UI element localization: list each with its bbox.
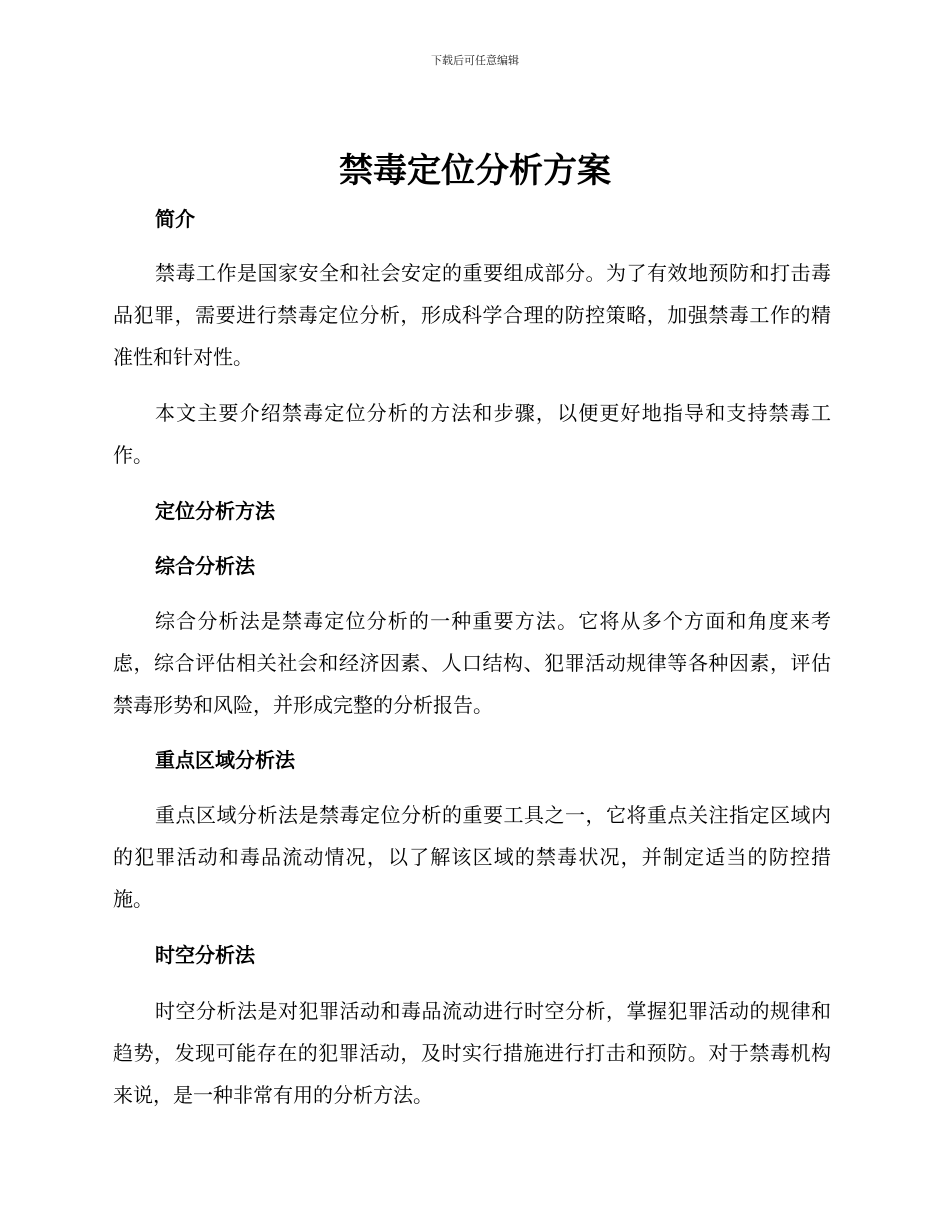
paragraph-spatiotemporal: 时空分析法是对犯罪活动和毒品流动进行时空分析，掌握犯罪活动的规律和趋势，发现可能存在的犯罪活动，及时实行措施进行打击和预防。对于禁毒机构来说，是一种非常有用的分析方法。 [113, 999, 831, 1107]
subsection-heading-spatiotemporal: 时空分析法 [155, 943, 255, 967]
header-note: 下载后可任意编辑 [431, 54, 519, 67]
section-heading-methods: 定位分析方法 [155, 499, 275, 523]
subsection-heading-key-area: 重点区域分析法 [155, 748, 295, 772]
paragraph-comprehensive: 综合分析法是禁毒定位分析的一种重要方法。它将从多个方面和角度来考虑，综合评估相关社会和经济因素、人口结构、犯罪活动规律等各种因素，评估禁毒形势和风险，并形成完整的分析报告。 [113, 609, 831, 717]
paragraph-intro-2: 本文主要介绍禁毒定位分析的方法和步骤，以便更好地指导和支持禁毒工作。 [113, 401, 831, 467]
section-heading-intro: 简介 [155, 207, 195, 231]
paragraph-intro-1: 禁毒工作是国家安全和社会安定的重要组成部分。为了有效地预防和打击毒品犯罪，需要进行禁毒定位分析，形成科学合理的防控策略，加强禁毒工作的精准性和针对性。 [113, 261, 831, 369]
document-title: 禁毒定位分析方案 [339, 151, 611, 191]
paragraph-key-area: 重点区域分析法是禁毒定位分析的重要工具之一，它将重点关注指定区域内的犯罪活动和毒品流动情况，以了解该区域的禁毒状况，并制定适当的防控措施。 [113, 803, 831, 911]
subsection-heading-comprehensive: 综合分析法 [155, 554, 255, 578]
